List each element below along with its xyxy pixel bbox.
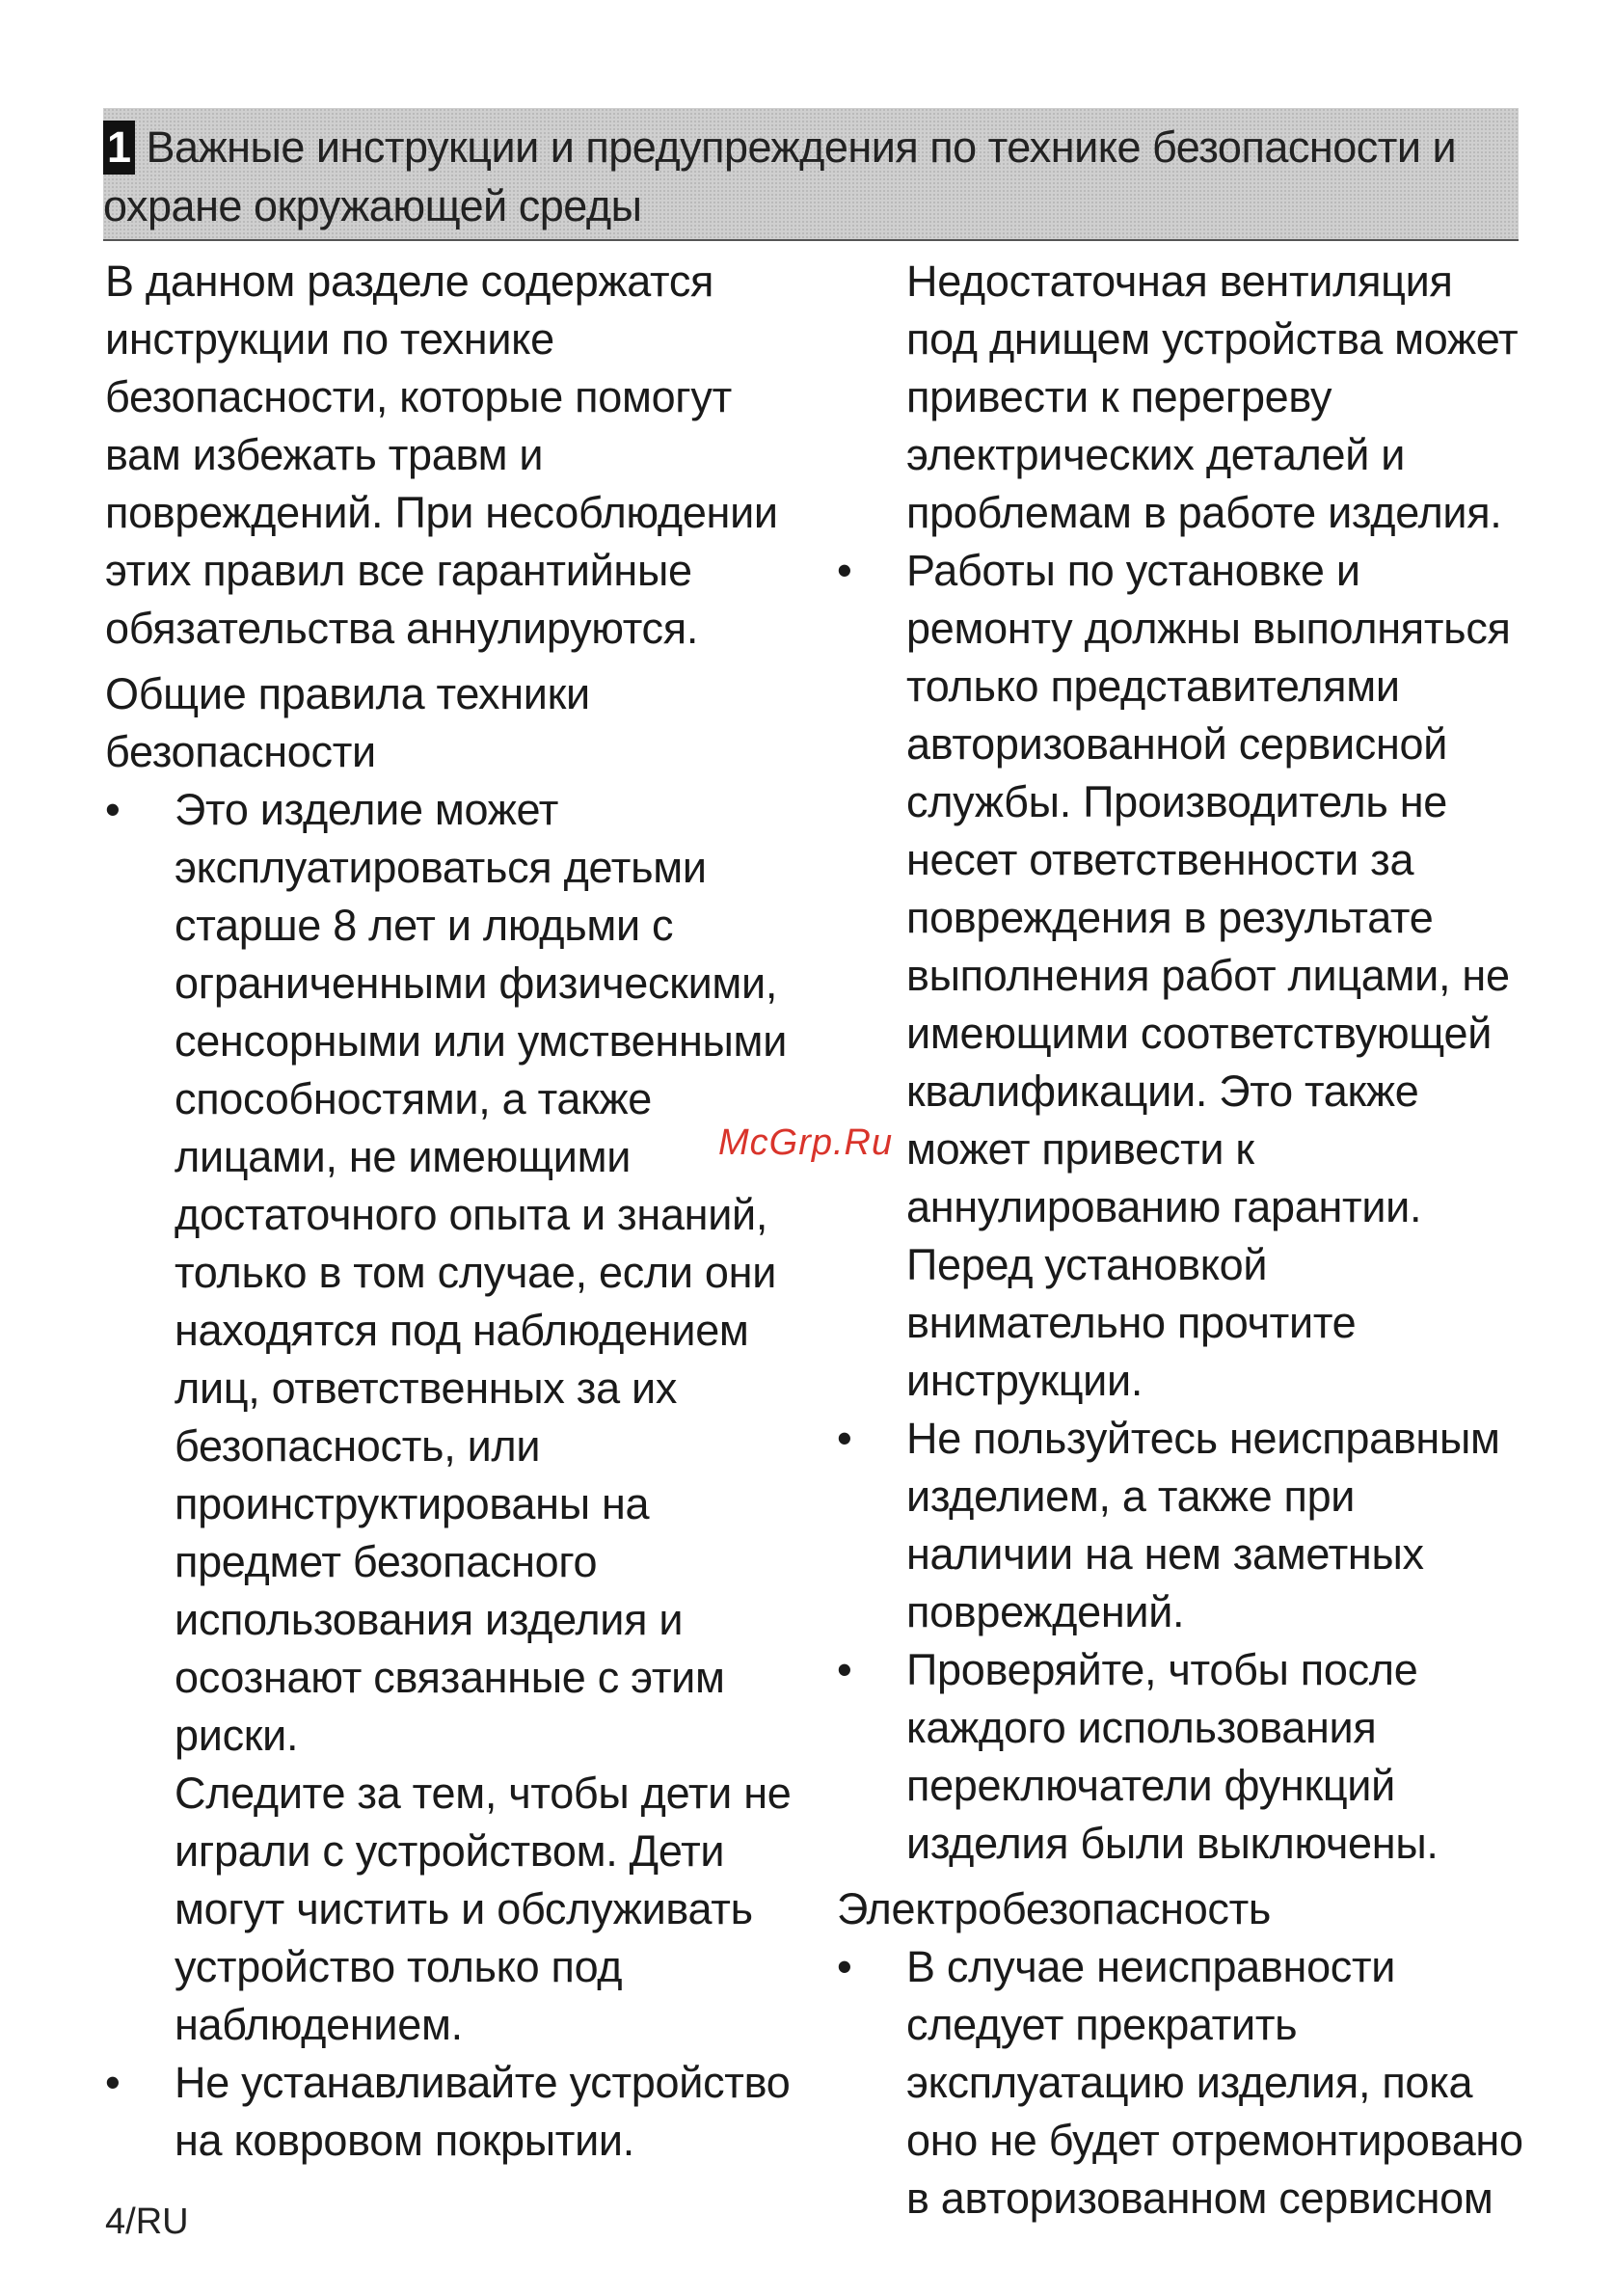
bullet-icon: •: [837, 1414, 852, 1463]
list-item: [837, 1938, 1531, 2228]
list-item: [837, 542, 1531, 1236]
left-column: [105, 253, 799, 2170]
intro-paragraph: В данном разделе содержатся инструкции по технике безопасности, которые помогут вам избежать травм и повреждений. При несоблюдении этих правил все гарантийные обязательства аннулируются.: [105, 257, 778, 653]
chapter-number: 1: [103, 121, 135, 175]
list-item-continuation: Недостаточная вентиляция под днищем устройства может привести к перегреву электрических деталей и проблемам в работе изделия.: [906, 257, 1519, 537]
list-item-text: В случае неисправности следует прекратить эксплуатацию изделия, пока оно не будет отремонтировано в авторизованном сервисном: [906, 1942, 1523, 2223]
page-number: 4/RU: [105, 2201, 189, 2242]
section-header: [103, 108, 1519, 241]
bullet-icon: •: [105, 2058, 121, 2107]
list-item-text: Проверяйте, чтобы после каждого использования переключатели функций изделия были выключены.: [906, 1645, 1439, 1868]
bullet-icon: •: [837, 546, 852, 595]
general-safety-subheading: Общие правила техники безопасности: [105, 669, 590, 776]
section-title: [103, 118, 1511, 235]
electrical-safety-subheading: Электробезопасность: [837, 1884, 1272, 1933]
list-item-text: Не устанавливайте устройство на ковровом покрытии.: [175, 2058, 791, 2165]
list-item-text: Работы по установке и ремонту должны выполняться только представителями авторизованной сервисной службы. Производитель не несет ответственности за повреждения в результате выполнения работ лицами, не имеющими соответствующей квалификации. Это также может привести к аннулированию гарантии.: [906, 546, 1511, 1231]
bullet-icon: •: [837, 1645, 852, 1694]
list-item: [105, 2054, 799, 2170]
list-item: [837, 1410, 1531, 1641]
list-item-continuation: Перед установкой внимательно прочтите инструкции.: [906, 1240, 1357, 1405]
list-item-text: Это изделие может эксплуатироваться детьми старше 8 лет и людьми с ограниченными физическими, сенсорными или умственными способностями, а также лицами, не имеющими достаточного опыта и знаний, только в том случае, если они находятся под наблюдением лиц, ответственных за их безопасность, или проинструктированы на предмет безопасного использования изделия и осознают связанные с этим риски.: [175, 785, 788, 1760]
right-column: [837, 253, 1531, 2228]
watermark: McGrp.Ru: [718, 1122, 894, 1163]
section-title-text: Важные инструкции и предупреждения по технике безопасности и охране окружающей среды: [103, 122, 1457, 230]
bullet-icon: •: [105, 785, 121, 834]
list-item: [837, 1641, 1531, 1873]
list-item-continuation: Следите за тем, чтобы дети не играли с устройством. Дети могут чистить и обслуживать устройство только под наблюдением.: [175, 1769, 792, 2049]
bullet-icon: •: [837, 1942, 852, 1991]
list-item-text: Не пользуйтесь неисправным изделием, а также при наличии на нем заметных повреждений.: [906, 1414, 1500, 1636]
list-item: [105, 781, 799, 1765]
